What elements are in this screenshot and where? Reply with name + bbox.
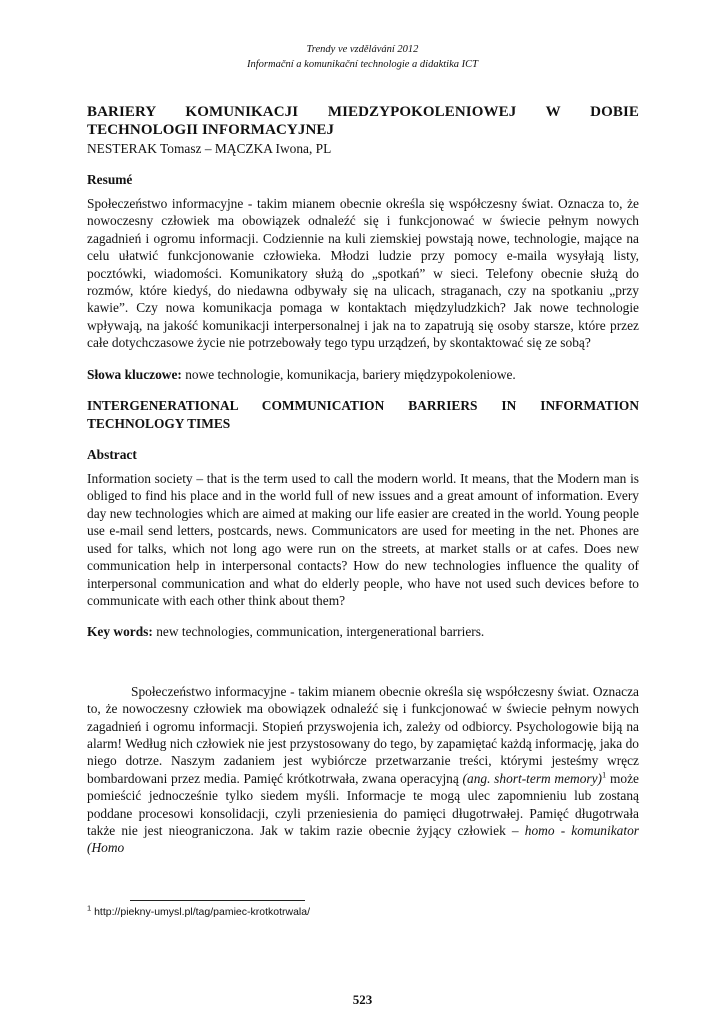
keywords-pl-text: nowe technologie, komunikacja, bariery międzypokoleniowe. [181, 366, 516, 382]
abstract-text: Information society – that is the term used to call the modern world. It means, that the Modern man is obliged to find his place and in the world full of new issues and a great amount of information. Every day new technologies which are aimed at making our life easier are created in the world. Young people use e-mail send letters, postcards, news. Communicators are used for meeting in the net. Phones are used for talks, which not long ago were run on the streets, at market stalls or at cafes. Does new communication help in interpersonal contacts? How do new technologies influence the quality of interpersonal communication and what do elderly people, who have not used such devices before to communicate with each other think about them? [87, 471, 639, 608]
footnote [87, 903, 311, 918]
article-title: BARIERY KOMUNIKACJI MIEDZYPOKOLENIOWEJ W DOBIE TECHNOLOGII INFORMACYJNEJ [87, 104, 639, 138]
keywords-en-label: Key words: [87, 624, 153, 640]
body-text-2: może pomieścić jednocześnie tylko siedem myśli. Informacje te mogą ulec zapomnieniu lub zostaną poddane procesowi konsolidacji, czyli przeniesienia do pamięci długotrwałej. Pamięć długotrwała także nie jest nieograniczona. Jak w takim razie obecnie żyjący człowiek – [87, 770, 639, 838]
keywords-pl-label: Słowa kluczowe: [87, 366, 182, 382]
body-italic-term-2: homo - komunikator (Homo [87, 822, 639, 856]
footnote-divider [130, 900, 305, 901]
resume-text: Społeczeństwo informacyjne - takim mianem obecnie określa się współczesny świat. Oznacza to, że nowoczesny człowiek ma obowiązek odnaleźć się i funkcjonować w świecie pełnym nowych zagadnień i ogromu informacji. Codziennie na kuli ziemskiej powstają nowe, technologie, mające na celu ułatwić funkcjonowanie człowieka. Młodzi ludzie przy pomocy e-maila wysyłają listy, pocztówki, wiadomości. Komunikatory służą do „spotkań” w sieci. Telefony obecnie służą do rozmów, które kiedyś, do niedawna odbywały się na ulicach, straganach, czy na spotkaniu „przy kawie”. Czy nowa komunikacja pomaga w kontaktach międzyludzkich? Jak nowe technologie wpływają, na jakość komunikacji interpersonalnej i jak na to zapatrują się osoby starsze, które przez całe dotychczasowe życie nie potrzebowały tego typu urządzeń, by skontaktować się ze sobą? [87, 196, 639, 351]
footnote-text: http://piekny-umysl.pl/tag/pamiec-krotkotrwala/ [91, 906, 311, 918]
english-title: INTERGENERATIONAL COMMUNICATION BARRIERS IN INFORMATION TECHNOLOGY TIMES [87, 398, 639, 432]
resume-heading: Resumé [87, 172, 133, 187]
authors: NESTERAK Tomasz – MĄCZKA Iwona, PL [87, 141, 332, 156]
keywords-en [87, 623, 639, 640]
keywords-en-text: new technologies, communication, intergenerational barriers. [152, 624, 485, 640]
footnote-number: 1 [87, 903, 92, 913]
header-line-2: Informační a komunikační technologie a didaktika ICT [247, 59, 478, 70]
body-italic-term: (ang. short-term memory) [462, 770, 603, 786]
body-text-1: Społeczeństwo informacyjne - takim mianem obecnie określa się współczesny świat. Oznacza to, że nowoczesny człowiek ma obowiązek odnaleźć się i funkcjonować w świecie pełnym nowych zagadnień i ogromu informacji. Stopień przyswojenia ich, zależy od odbiorcy. Psychologowie biją na alarm! Według nich człowiek nie jest przystosowany do tego, by zapamiętać każdą informację, jaka do niego dotrze. Naszym zadaniem jest wybiórcze przetwarzanie treści, którymi jesteśmy wręcz bombardowani przez media. Pamięć krótkotrwała, zwana operacyjną [87, 683, 639, 786]
footnote-ref: 1 [602, 769, 607, 780]
body-paragraph [87, 683, 639, 857]
keywords-pl [87, 366, 639, 383]
running-header [0, 42, 725, 72]
header-line-1: Trendy ve vzdělávání 2012 [306, 44, 419, 55]
article-content [87, 103, 639, 857]
page-number: 523 [352, 992, 373, 1007]
abstract-heading: Abstract [87, 447, 137, 463]
